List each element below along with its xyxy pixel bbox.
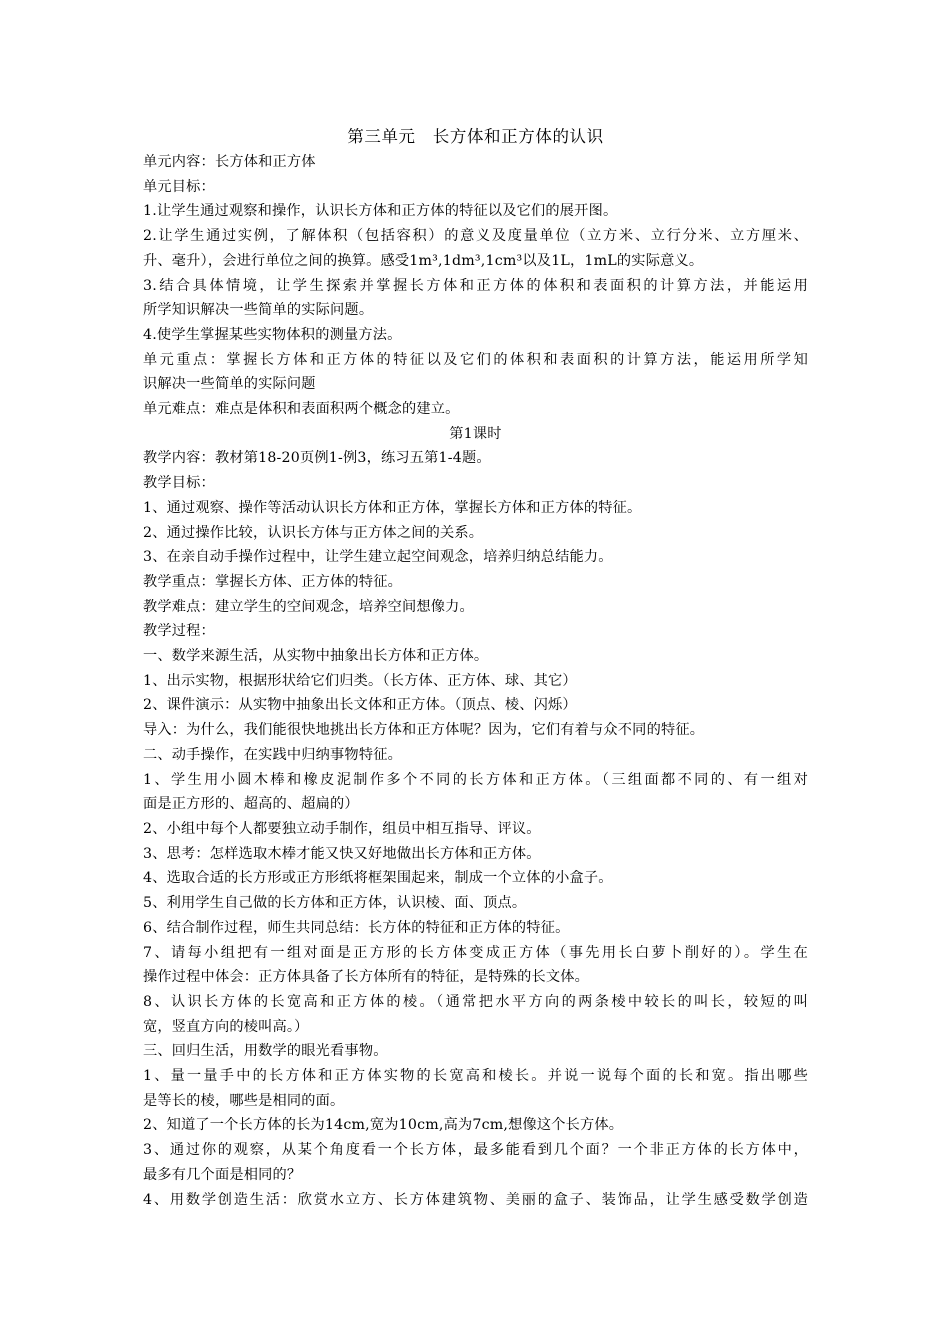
section-2-step-2: 2、小组中每个人都要独立动手制作，组员中相互指导、评议。 <box>143 820 541 837</box>
teaching-process-heading: 教学过程： <box>143 623 215 640</box>
goal-3-line-2: 所学知识解决一些简单的实际问题。 <box>143 302 374 319</box>
section-3-step-1-line-1: 1、量一量手中的长方体和正方体实物的长宽高和棱长。并说一说每个面的长和宽。指出哪些 <box>143 1068 808 1085</box>
lesson-content-line: 教学内容：教材第18-20页例1-例3，练习五第1-4题。 <box>143 450 491 467</box>
goal-4-line: 4.使学生掌握某些实物体积的测量方法。 <box>143 326 402 343</box>
section-1-heading: 一、数学来源生活，从实物中抽象出长方体和正方体。 <box>143 648 489 665</box>
goal-3-line-1: 3.结合具体情境，让学生探索并掌握长方体和正方体的体积和表面积的计算方法，并能运用 <box>143 277 808 294</box>
lesson-goal-3: 3、在亲自动手操作过程中，让学生建立起空间观念，培养归纳总结能力。 <box>143 549 613 566</box>
unit-key-points-line-1: 单元重点：掌握长方体和正方体的特征以及它们的体积和表面积的计算方法，能运用所学知 <box>143 351 808 368</box>
section-1-step-1: 1、出示实物，根据形状给它们归类。（长方体、正方体、球、其它） <box>143 672 577 689</box>
section-2-step-1-line-1: 1、学生用小圆木棒和橡皮泥制作多个不同的长方体和正方体。（三组面都不同的、有一组对 <box>143 771 808 788</box>
section-1-step-2: 2、课件演示：从实物中抽象出长文体和正方体。（顶点、棱、闪烁） <box>143 697 577 714</box>
section-2-step-6: 6、结合制作过程，师生共同总结：长方体的特征和正方体的特征。 <box>143 919 570 936</box>
section-3-step-3-line-2: 最多有几个面是相同的？ <box>143 1166 302 1183</box>
section-3-step-4-line-1: 4、用数学创造生活：欣赏水立方、长方体建筑物、美丽的盒子、装饰品，让学生感受数学创造 <box>143 1191 808 1208</box>
section-2-heading: 二、动手操作，在实践中归纳事物特征。 <box>143 746 402 763</box>
lesson-difficulty: 教学难点：建立学生的空间观念，培养空间想像力。 <box>143 598 474 615</box>
section-3-heading: 三、回归生活，用数学的眼光看事物。 <box>143 1043 388 1060</box>
lesson-key-point: 教学重点：掌握长方体、正方体的特征。 <box>143 573 402 590</box>
intro-line: 导入：为什么，我们能很快地挑出长方体和正方体呢？因为，它们有着与众不同的特征。 <box>143 722 705 739</box>
section-2-step-3: 3、思考：怎样选取木棒才能又快又好地做出长方体和正方体。 <box>143 845 541 862</box>
unit-difficulty-line: 单元难点：难点是体积和表面积两个概念的建立。 <box>143 401 460 418</box>
section-2-step-4: 4、选取合适的长方形或正方形纸将框架围起来，制成一个立体的小盒子。 <box>143 870 613 887</box>
section-2-step-8-line-1: 8、认识长方体的长宽高和正方体的棱。（通常把水平方向的两条棱中较长的叫长，较短的叫 <box>143 993 808 1010</box>
section-2-step-5: 5、利用学生自己做的长方体和正方体，认识棱、面、顶点。 <box>143 895 527 912</box>
goal-2-line-2: 升、毫升），会进行单位之间的换算。感受1m³,1dm³,1cm³以及1L，1mL的实际意义。 <box>143 252 704 269</box>
lesson-goal-2: 2、通过操作比较，认识长方体与正方体之间的关系。 <box>143 524 484 541</box>
section-2-step-8-line-2: 宽，竖直方向的棱叫高。） <box>143 1018 309 1035</box>
unit-key-points-line-2: 识解决一些简单的实际问题 <box>143 376 316 393</box>
document-page <box>143 124 808 1212</box>
section-3-step-1-line-2: 是等长的棱，哪些是相同的面。 <box>143 1092 345 1109</box>
unit-content-line: 单元内容：长方体和正方体 <box>143 154 316 170</box>
section-2-step-1-line-2: 面是正方形的、超高的、超扁的） <box>143 796 359 813</box>
lesson-goals-heading: 教学目标： <box>143 475 215 492</box>
goal-2-line-1: 2.让学生通过实例，了解体积（包括容积）的意义及度量单位（立方米、立行分米、立方厘米、 <box>143 228 808 245</box>
section-3-step-3-line-1: 3、通过你的观察，从某个角度看一个长方体，最多能看到几个面？一个非正方体的长方体中， <box>143 1142 808 1159</box>
goal-1-line: 1.让学生通过观察和操作，认识长方体和正方体的特征以及它们的展开图。 <box>143 203 618 220</box>
lesson-heading: 第1课时 <box>449 425 502 442</box>
section-2-step-7-line-1: 7、请每小组把有一组对面是正方形的长方体变成正方体（事先用长白萝卜削好的）。学生在 <box>143 944 808 961</box>
unit-goals-heading: 单元目标： <box>143 178 215 195</box>
section-2-step-7-line-2: 操作过程中体会：正方体具备了长方体所有的特征，是特殊的长文体。 <box>143 969 590 986</box>
lesson-goal-1: 1、通过观察、操作等活动认识长方体和正方体，掌握长方体和正方体的特征。 <box>143 499 642 516</box>
section-3-step-2: 2、知道了一个长方体的长为14cm,宽为10cm,高为7cm,想像这个长方体。 <box>143 1117 624 1134</box>
unit-title: 第三单元 长方体和正方体的认识 <box>347 127 604 146</box>
